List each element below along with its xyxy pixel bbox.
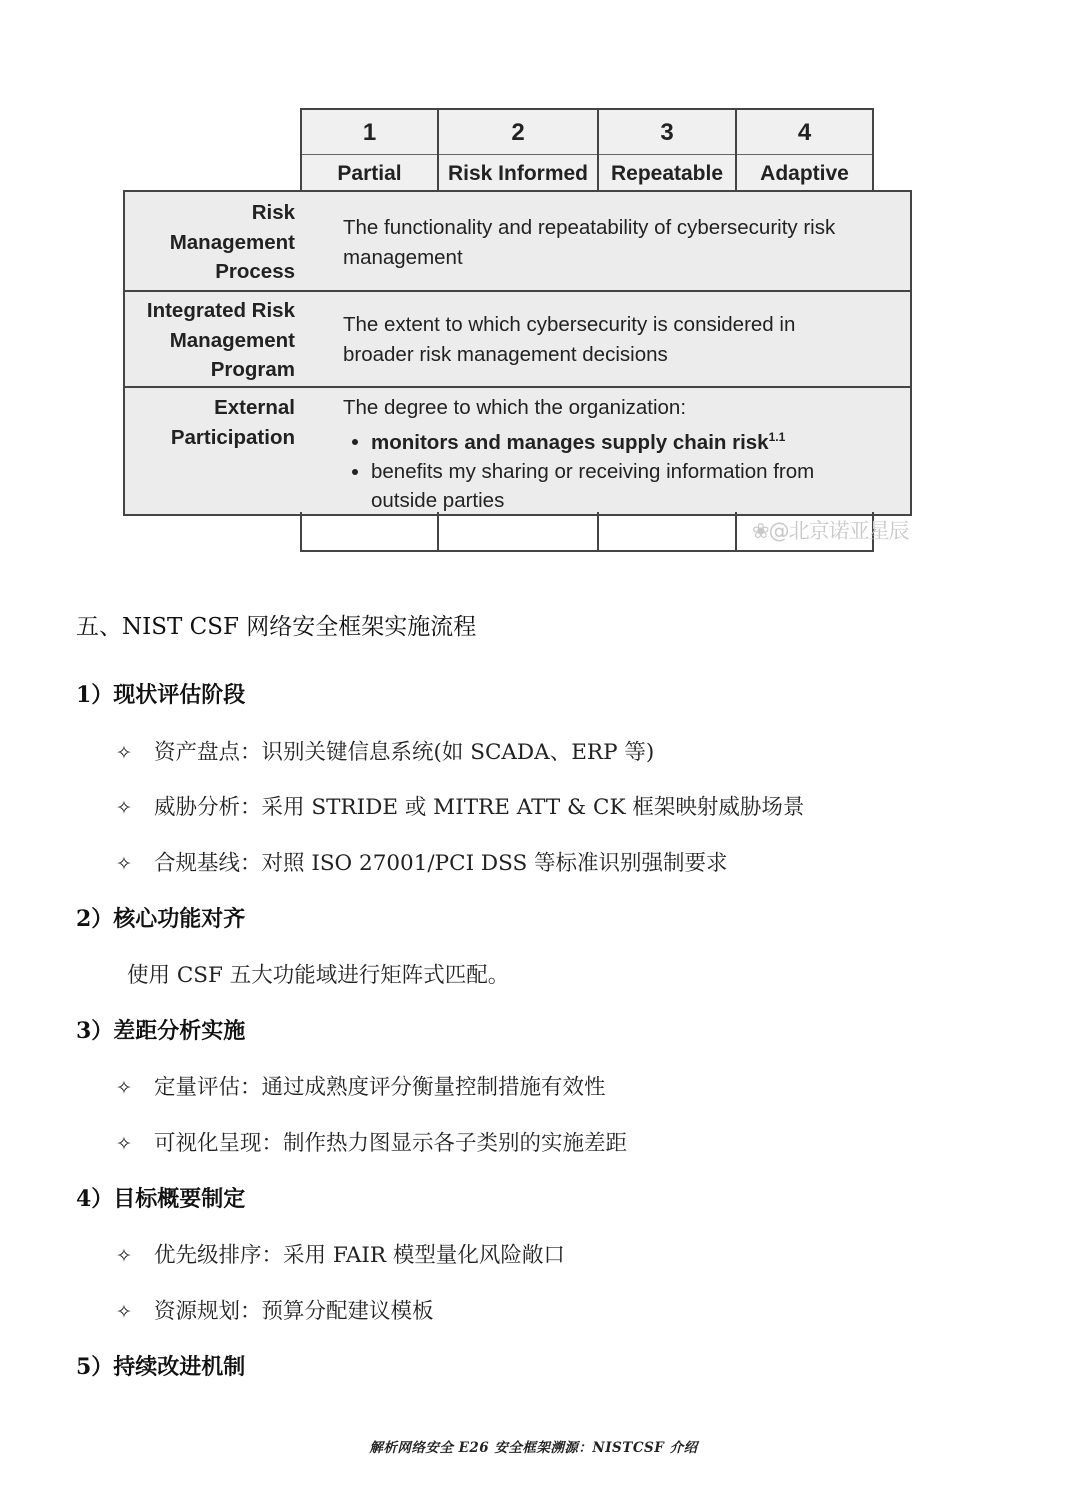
row-label-line: External	[214, 396, 295, 419]
list-item	[116, 1294, 434, 1325]
row-desc-line: management	[343, 245, 463, 269]
tier-cell	[302, 512, 439, 550]
list-item	[116, 735, 654, 766]
star-bullet-icon: ✧	[116, 1301, 132, 1323]
bullet-text: outside parties	[371, 489, 505, 513]
list-item	[116, 1070, 606, 1101]
row-description	[295, 192, 910, 290]
tier-number: 4	[737, 110, 872, 155]
tier-name: Partial	[337, 162, 402, 185]
row-label	[125, 388, 295, 514]
paw-icon: ❀	[752, 519, 769, 543]
tier-number: 2	[439, 110, 597, 155]
row-label-line: Integrated Risk	[146, 299, 295, 322]
star-bullet-icon: ✧	[116, 1133, 132, 1155]
watermark	[752, 515, 909, 545]
row-desc-intro: The degree to which the organization:	[343, 396, 687, 419]
bullet-text: 定量评估：通过成熟度评分衡量控制措施有效性	[154, 1075, 606, 1100]
row-desc-bullets	[343, 423, 900, 516]
tier-dimensions-table	[123, 190, 912, 516]
tier-4	[737, 110, 872, 190]
bullet-text: 优先级排序：采用 FAIR 模型量化风险敞口	[154, 1243, 565, 1268]
step-heading: 5）持续改进机制	[76, 1354, 246, 1380]
row-label-line: Program	[210, 358, 295, 381]
bullet-text: • benefits my sharing or receiving information from	[371, 459, 815, 483]
star-bullet-icon: ✧	[116, 853, 132, 875]
row-label	[125, 292, 295, 386]
list-item	[116, 846, 728, 877]
row-desc-line: broader risk management decisions	[343, 342, 668, 366]
table-row	[125, 388, 910, 514]
step-heading: 1）现状评估阶段	[76, 682, 246, 708]
row-label-line: Participation	[170, 425, 295, 449]
tier-name: Adaptive	[760, 162, 849, 185]
row-label-line: Management	[169, 230, 295, 254]
star-bullet-icon: ✧	[116, 797, 132, 819]
row-label	[125, 192, 295, 290]
table-row	[125, 292, 910, 388]
list-item	[371, 423, 900, 457]
tier-cell	[599, 512, 737, 550]
tier-number: 1	[302, 110, 437, 155]
watermark-text: @北京诺亚星辰	[768, 519, 909, 543]
page-footer: 解析网络安全 E26 安全框架溯源：NISTCSF 介绍	[369, 1440, 698, 1456]
row-description	[295, 388, 910, 514]
tier-name: Repeatable	[610, 162, 724, 185]
row-label-line: Risk	[251, 201, 295, 224]
step-heading: 4）目标概要制定	[76, 1186, 246, 1212]
star-bullet-icon: ✧	[116, 1077, 132, 1099]
table-row	[125, 192, 910, 292]
star-bullet-icon: ✧	[116, 1245, 132, 1267]
star-bullet-icon: ✧	[116, 742, 132, 764]
bullet-text: 威胁分析：采用 STRIDE 或 MITRE ATT & CK 框架映射威胁场景	[154, 795, 805, 820]
bullet-text: 资产盘点：识别关键信息系统(如 SCADA、ERP 等)	[154, 740, 655, 765]
step-heading: 2）核心功能对齐	[76, 906, 246, 932]
section-title: 五、NIST CSF 网络安全框架实施流程	[76, 614, 477, 640]
list-item	[116, 1238, 565, 1269]
row-label-line: Management	[169, 328, 295, 352]
list-item	[116, 790, 804, 821]
bullet-text: monitors and manages supply chain risk	[371, 430, 769, 454]
row-desc-line: The extent to which cybersecurity is considered in	[343, 313, 796, 336]
superscript: 1.1	[768, 429, 786, 444]
tier-3	[599, 110, 737, 190]
tier-cell	[439, 512, 599, 550]
list-item	[371, 457, 900, 516]
row-description	[295, 292, 910, 386]
bullet-text: 可视化呈现：制作热力图显示各子类别的实施差距	[154, 1131, 628, 1156]
tier-header	[300, 108, 874, 190]
tier-number: 3	[599, 110, 735, 155]
list-item	[116, 1126, 627, 1157]
tier-2	[439, 110, 599, 190]
bullet-text: 合规基线：对照 ISO 27001/PCI DSS 等标准识别强制要求	[154, 851, 728, 876]
row-desc-line: The functionality and repeatability of cybersecurity risk	[343, 216, 836, 239]
row-label-line: Process	[215, 260, 295, 283]
bullet-text: 资源规划：预算分配建议模板	[154, 1299, 434, 1324]
tier-1	[302, 110, 439, 190]
step-paragraph: 使用 CSF 五大功能域进行矩阵式匹配。	[127, 963, 510, 988]
tier-name: Risk Informed	[447, 162, 589, 185]
step-heading: 3）差距分析实施	[76, 1018, 246, 1044]
